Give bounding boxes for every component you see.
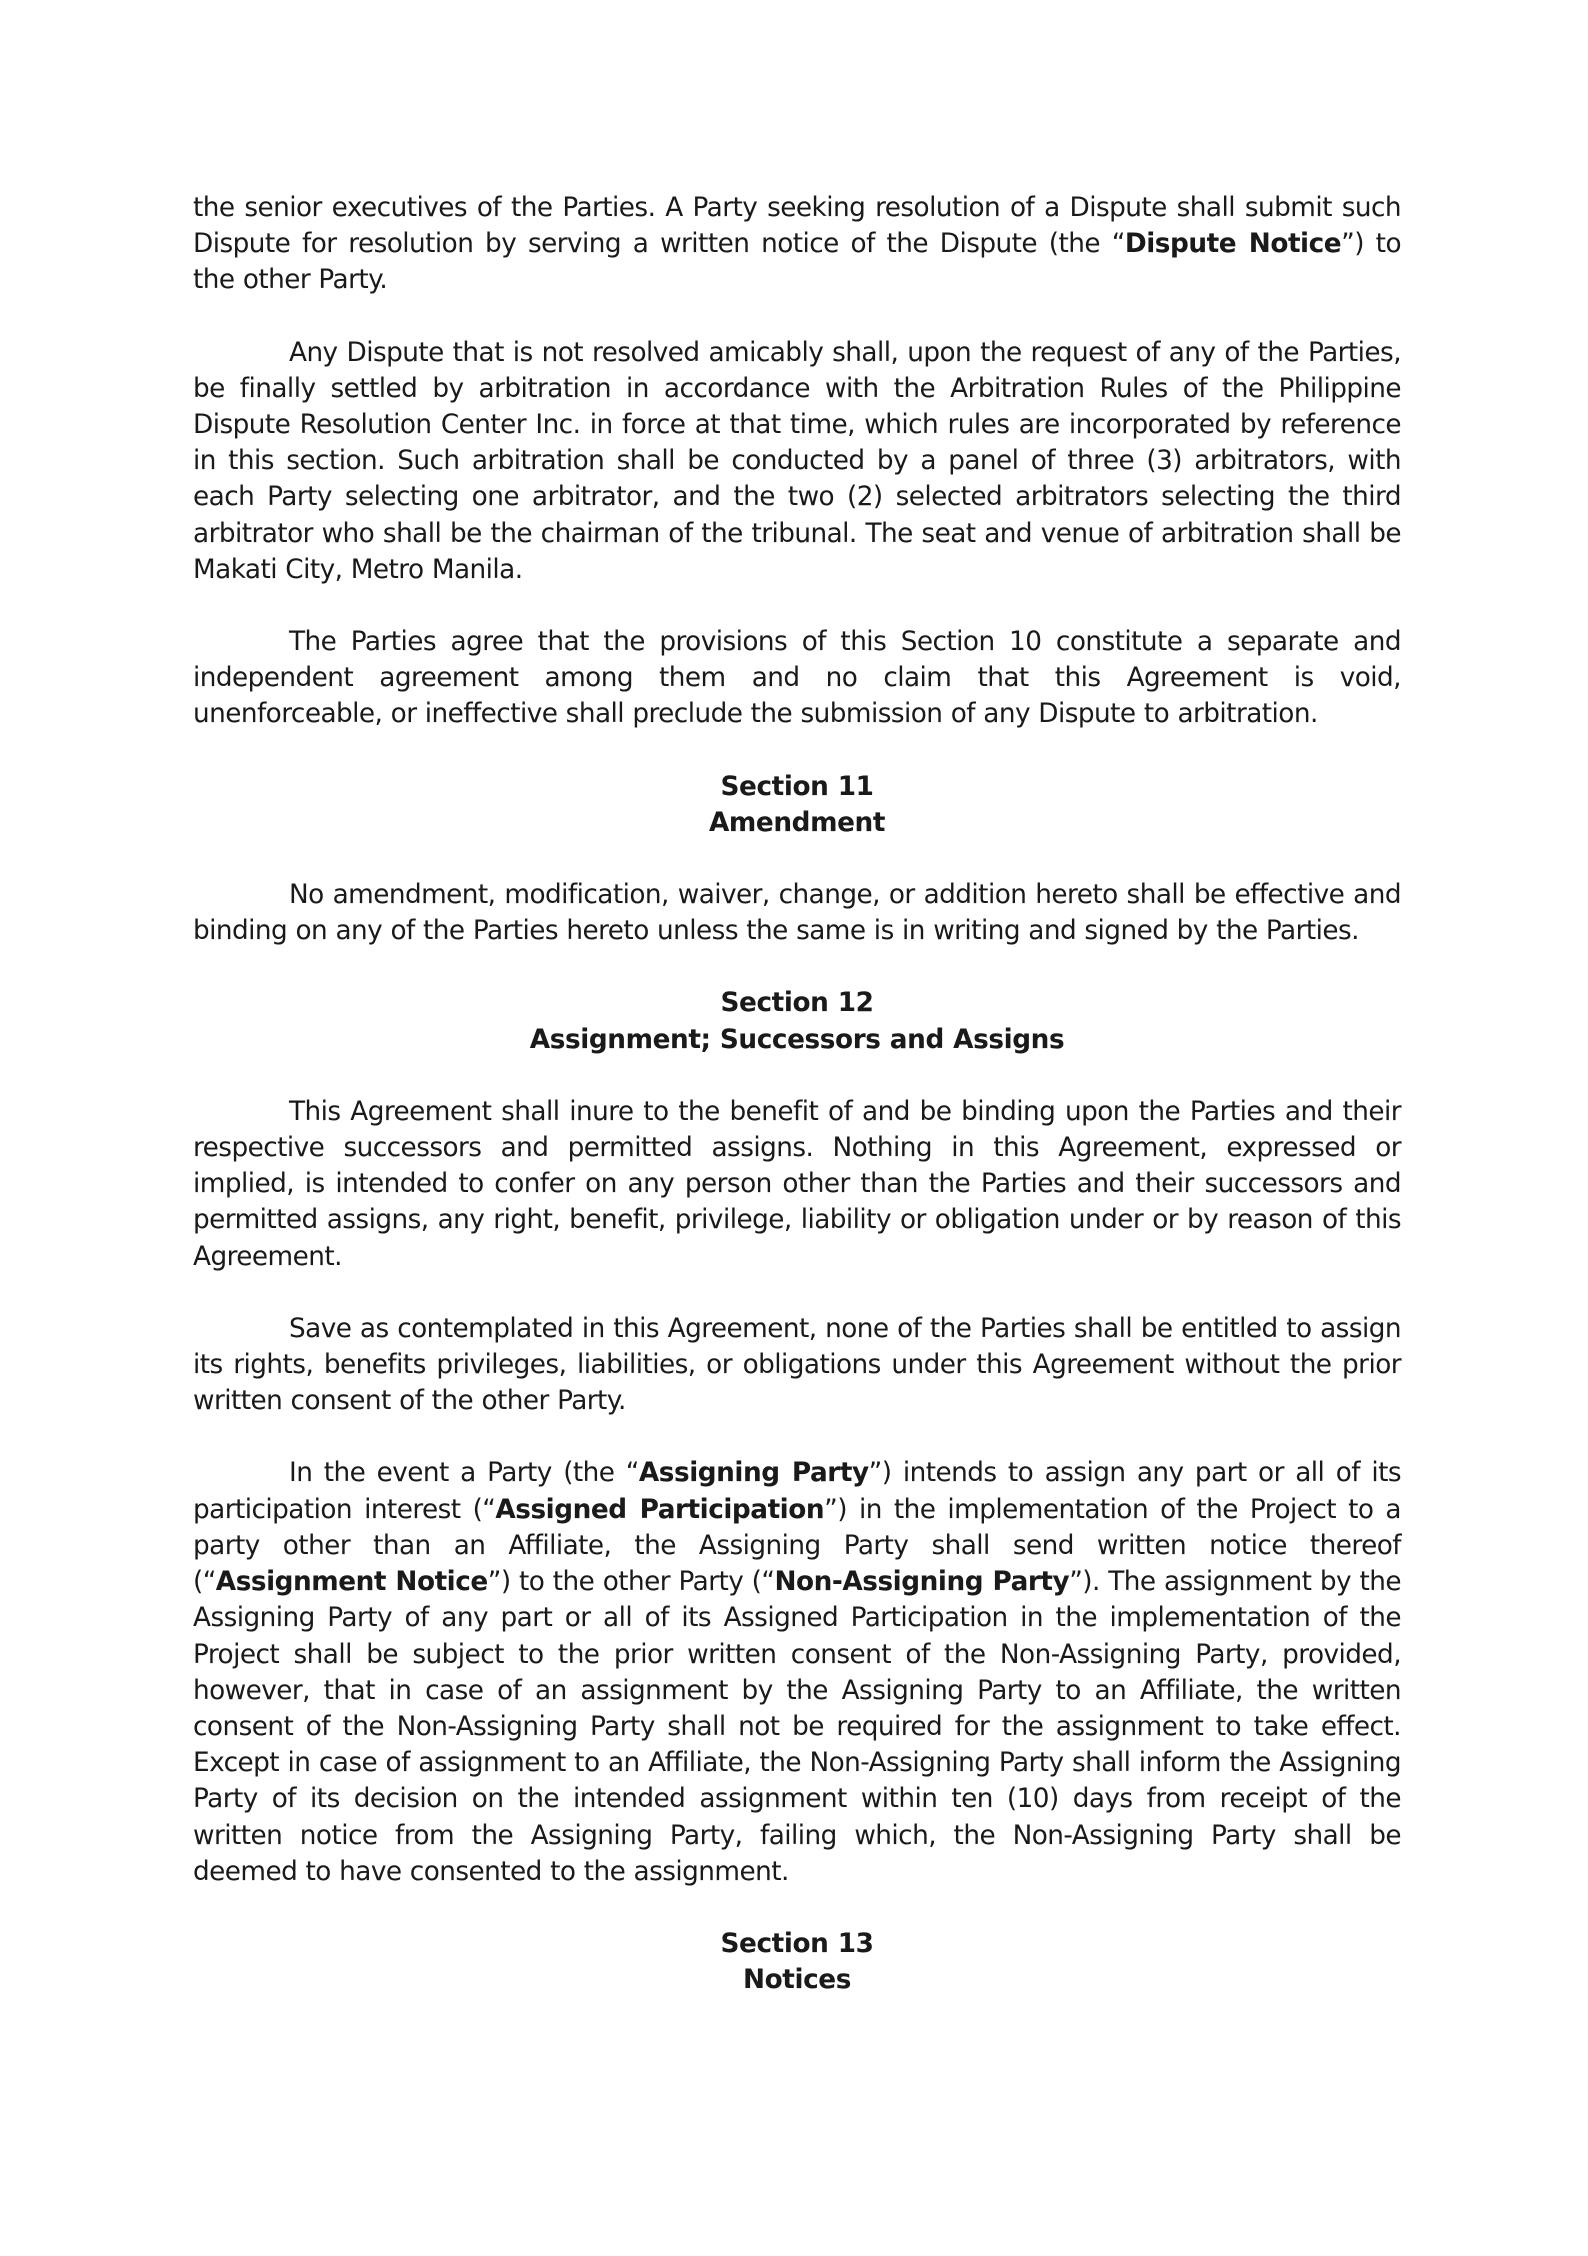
defined-term: Assigning Party <box>638 1458 869 1489</box>
paragraph-text: In the event a Party (the “ <box>289 1458 639 1489</box>
section-number: Section 13 <box>720 1928 874 1959</box>
paragraph-text: ”) to the other Party. <box>193 229 1401 296</box>
section-title: Notices <box>743 1965 851 1996</box>
paragraph-assignment-consent: Save as contemplated in this Agreement, none of the Parties shall be entitled to assign its rights, benefits privileges, liabilities, or obligations under this Agreement without the prior written consent of the other Party. <box>193 1313 1401 1417</box>
paragraph-amendment: No amendment, modification, waiver, change, or addition hereto shall be effective and binding on any of the Parties hereto unless the same is in writing and signed by the Parties. <box>193 880 1401 947</box>
defined-term: Assigned Participation <box>495 1494 825 1525</box>
paragraph-dispute-notice <box>193 190 1401 299</box>
section-number: Section 12 <box>720 988 874 1019</box>
defined-term: Non-Assigning Party <box>774 1567 1070 1598</box>
section-title: Assignment; Successors and Assigns <box>529 1024 1065 1055</box>
document-page <box>193 190 1401 2034</box>
paragraph-text: the senior executives of the Parties. A Party seeking resolution of a Dispute shall submit such Dispute for resolution by serving a written notice of the Dispute (the “ <box>193 193 1401 260</box>
paragraph-arbitration: Any Dispute that is not resolved amicably shall, upon the request of any of the Parties, be finally settled by arbitration in accordance with the Arbitration Rules of the Philippine Dispute Resolution Center Inc. in force at that time, which rules are incorporated by reference in this section. Such arbitration shall be conducted by a panel of three (3) arbitrators, with each Party selecting one arbitrator, and the two (2) selected arbitrators selecting the third arbitrator who shall be the chairman of the tribunal. The seat and venue of arbitration shall be Makati City, Metro Manila. <box>193 337 1401 585</box>
paragraph-text: ”) intends to assign any part or all of its participation interest (“ <box>193 1458 1401 1525</box>
section-number: Section 11 <box>720 771 874 802</box>
defined-term: Dispute Notice <box>1124 229 1342 260</box>
paragraph-assignment-notice <box>193 1455 1401 1889</box>
paragraph-text: ”). The assignment by the Assigning Party of any part or all of its Assigned Participation in the implementation of the Project shall be subject to the prior written consent of the Non-Assigning Party, provided, however, that in case of an assignment by the Assigning Party to an Affiliate, the written consent of the Non-Assigning Party shall not be required for the assignment to take effect. Except in case of assignment to an Affiliate, the Non-Assigning Party shall inform the Assigning Party of its decision on the intended assignment within ten (10) days from receipt of the written notice from the Assigning Party, failing which, the Non-Assigning Party shall be deemed to have consented to the assignment. <box>193 1567 1401 1887</box>
defined-term: Assignment Notice <box>215 1567 488 1598</box>
section-11-heading <box>193 769 1401 841</box>
paragraph-text: ”) to the other Party (“ <box>487 1567 775 1598</box>
paragraph-text: ”) in the implementation of the Project to a party other than an Affiliate, the Assigning Party shall send written notice thereof (“ <box>193 1494 1401 1598</box>
section-13-heading <box>193 1926 1401 1998</box>
paragraph-separate-agreement: The Parties agree that the provisions of this Section 10 constitute a separate and independent agreement among them and no claim that this Agreement is void, unenforceable, or ineffective shall preclude the submission of any Dispute to arbitration. <box>193 627 1401 730</box>
section-12-heading <box>193 985 1401 1057</box>
section-title: Amendment <box>708 807 886 838</box>
paragraph-successors: This Agreement shall inure to the benefit of and be binding upon the Parties and their respective successors and permitted assigns. Nothing in this Agreement, expressed or implied, is intended to confer on any person other than the Parties and their successors and permitted assigns, any right, benefit, privilege, liability or obligation under or by reason of this Agreement. <box>193 1096 1401 1272</box>
